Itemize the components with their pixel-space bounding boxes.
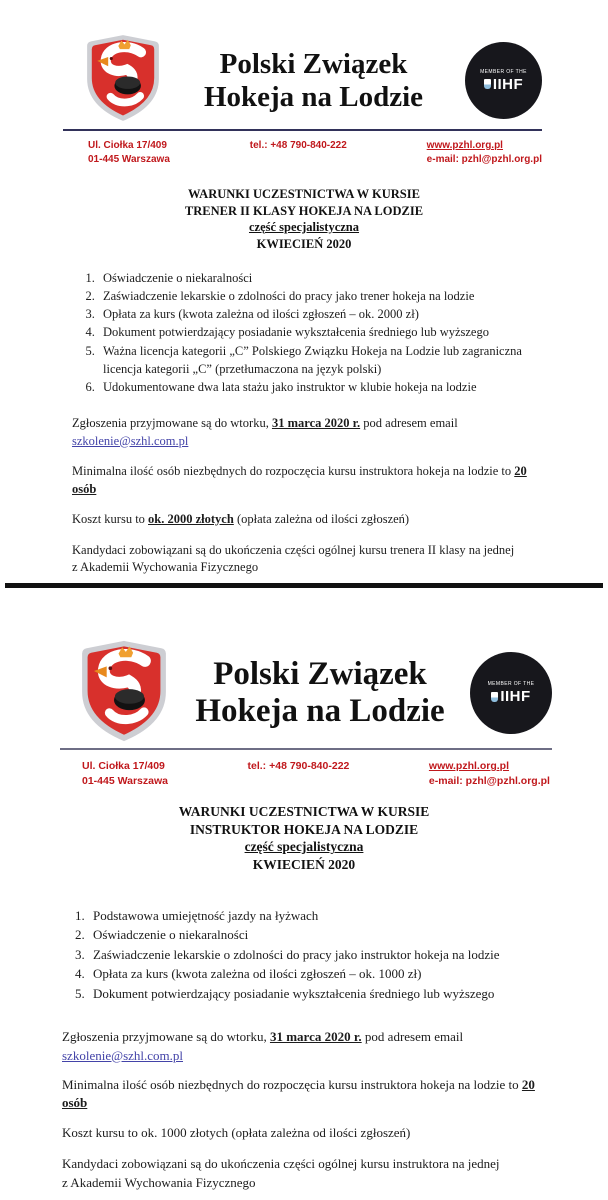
deadline-date: 31 marca 2020 r.	[269, 1029, 362, 1045]
submissions-paragraph: Zgłoszenia przyjmowane są do wtorku, 31 marca 2020 r. pod adresem email szkolenie@szhl.com.pl	[72, 415, 458, 448]
course-title-line1: WARUNKI UCZESTNICTWA W KURSIE	[188, 187, 420, 201]
phone-block	[248, 759, 350, 788]
requirement-item: 1. Oświadczenie o niekaralności	[98, 269, 562, 287]
letterhead	[0, 588, 608, 746]
address-line1: Ul. Ciołka 17/409	[88, 140, 167, 151]
cost-text: Koszt kursu to ok. 1000 złotych (opłata zależna od ilości zgłoszeń)	[62, 1124, 411, 1140]
requirement-item: 1. Podstawowa umiejętność jazdy na łyżwach	[88, 906, 592, 926]
course-title-line2: TRENER II KLASY HOKEJA NA LODZIE	[184, 203, 424, 218]
course-title	[0, 186, 608, 252]
pzhl-logo	[78, 640, 170, 746]
course-title-line3: część specjalistyczna	[248, 220, 360, 234]
web-block	[429, 759, 550, 788]
iihf-shield-icon	[491, 692, 498, 702]
phone-block	[250, 139, 347, 167]
org-title-line1: Polski Związek	[213, 656, 427, 693]
requirement-item: 4. Opłata za kurs (kwota zależna od ilości zgłoszeń – ok. 1000 zł)	[88, 964, 592, 984]
iihf-label: IIHF	[500, 688, 531, 705]
cost-amount: ok. 2000 złotych	[148, 511, 234, 526]
org-title	[170, 656, 470, 730]
document-page-1	[0, 0, 608, 583]
pzhl-shield-icon	[78, 640, 170, 742]
org-title-line2: Hokeja na Lodzie	[203, 80, 424, 113]
iihf-member-text: MEMBER OF THE	[480, 68, 527, 75]
minimum-count: 20	[521, 1076, 535, 1092]
requirements-list	[72, 269, 562, 396]
org-title	[162, 48, 465, 113]
minimum-paragraph: Minimalna ilość osób niezbędnych do rozpoczęcia kursu instruktora hokeja na lodzie to 20 osób	[72, 463, 598, 499]
requirement-item: 4. Dokument potwierdzający posiadanie wykształcenia średniego lub wyższego	[98, 323, 562, 341]
course-title	[0, 803, 608, 873]
document-page-2	[0, 588, 608, 1200]
iihf-badge-icon	[470, 652, 552, 734]
course-title-line4: KWIECIEŃ 2020	[252, 857, 356, 873]
website-link[interactable]: www.pzhl.org.pl	[426, 140, 503, 151]
szkolenie-email-link[interactable]: szkolenie@szhl.com.pl	[72, 433, 189, 448]
address-block	[88, 139, 170, 167]
minimum-count-unit: osób	[72, 482, 97, 497]
deadline-date: 31 marca 2020 r.	[271, 415, 361, 430]
website-link[interactable]: www.pzhl.org.pl	[428, 760, 510, 772]
requirement-item: 5. Ważna licencja kategorii „C” Polskiego Związku Hokeja na Lodzie lub zagraniczna licencja kategorii „C” (przetłumaczona na język polski)	[98, 342, 562, 378]
course-title-line1: WARUNKI UCZESTNICTWA W KURSIE	[178, 804, 430, 820]
requirement-item: 3. Opłata za kurs (kwota zależna od ilości zgłoszeń – ok. 2000 zł)	[98, 305, 562, 323]
pzhl-logo	[84, 34, 162, 127]
candidates-paragraph: Kandydaci zobowiązani są do ukończenia części ogólnej kursu trenera II klasy na jednej z Akademii Wychowania Fizycznego	[72, 542, 515, 575]
iihf-badge-icon	[465, 42, 542, 119]
contact-strip	[0, 131, 608, 167]
minimum-count-unit: osób	[62, 1095, 88, 1111]
cost-paragraph	[62, 1124, 600, 1142]
szkolenie-email-link[interactable]: szkolenie@szhl.com.pl	[62, 1047, 183, 1063]
requirement-item: 6. Udokumentowane dwa lata stażu jako instruktor w klubie hokeja na lodzie	[98, 378, 562, 396]
iihf-shield-icon	[484, 79, 491, 89]
phone-number: tel.: +48 790-840-222	[247, 760, 350, 772]
requirement-item: 2. Oświadczenie o niekaralności	[88, 925, 592, 945]
address-line2: 01-445 Warszawa	[82, 774, 168, 787]
course-title-line4: KWIECIEŃ 2020	[256, 236, 352, 251]
address-line1: Ul. Ciołka 17/409	[82, 760, 165, 772]
letterhead	[0, 0, 608, 127]
org-title-line2: Hokeja na Lodzie	[195, 693, 445, 729]
candidates-paragraph: Kandydaci zobowiązani są do ukończenia części ogólnej kursu instruktora na jednej z Akademii Wychowania Fizycznego	[62, 1156, 500, 1190]
course-title-line3: część specjalistyczna	[244, 839, 364, 855]
phone-number: tel.: +48 790-840-222	[249, 140, 347, 151]
course-title-line2: INSTRUKTOR HOKEJA NA LODZIE	[189, 821, 419, 837]
email-address: e-mail: pzhl@pzhl.org.pl	[426, 154, 542, 165]
minimum-count: 20	[514, 464, 527, 479]
address-line2: 01-445 Warszawa	[88, 154, 170, 165]
iihf-member-text: MEMBER OF THE	[487, 681, 535, 687]
cost-paragraph: Koszt kursu to ok. 2000 złotych (opłata zależna od ilości zgłoszeń)	[72, 511, 410, 526]
submissions-paragraph: Zgłoszenia przyjmowane są do wtorku, 31 marca 2020 r. pod adresem email szkolenie@szhl.com.pl	[62, 1029, 464, 1063]
contact-strip	[0, 750, 608, 788]
requirement-item: 5. Dokument potwierdzający posiadanie wykształcenia średniego lub wyższego	[88, 984, 592, 1004]
org-title-line1: Polski Związek	[219, 48, 408, 81]
requirements-list	[62, 906, 592, 1004]
address-block	[82, 759, 168, 788]
iihf-label: IIHF	[492, 75, 524, 93]
pzhl-shield-icon	[84, 34, 162, 122]
minimum-paragraph: Minimalna ilość osób niezbędnych do rozpoczęcia kursu instruktora hokeja na lodzie to 20 osób	[62, 1076, 600, 1113]
requirement-item: 3. Zaświadczenie lekarskie o zdolności do pracy jako instruktor hokeja na lodzie	[88, 945, 592, 965]
email-address: e-mail: pzhl@pzhl.org.pl	[428, 774, 550, 787]
requirement-item: 2. Zaświadczenie lekarskie o zdolności do pracy jako trener hokeja na lodzie	[98, 287, 562, 305]
web-block	[427, 139, 542, 167]
